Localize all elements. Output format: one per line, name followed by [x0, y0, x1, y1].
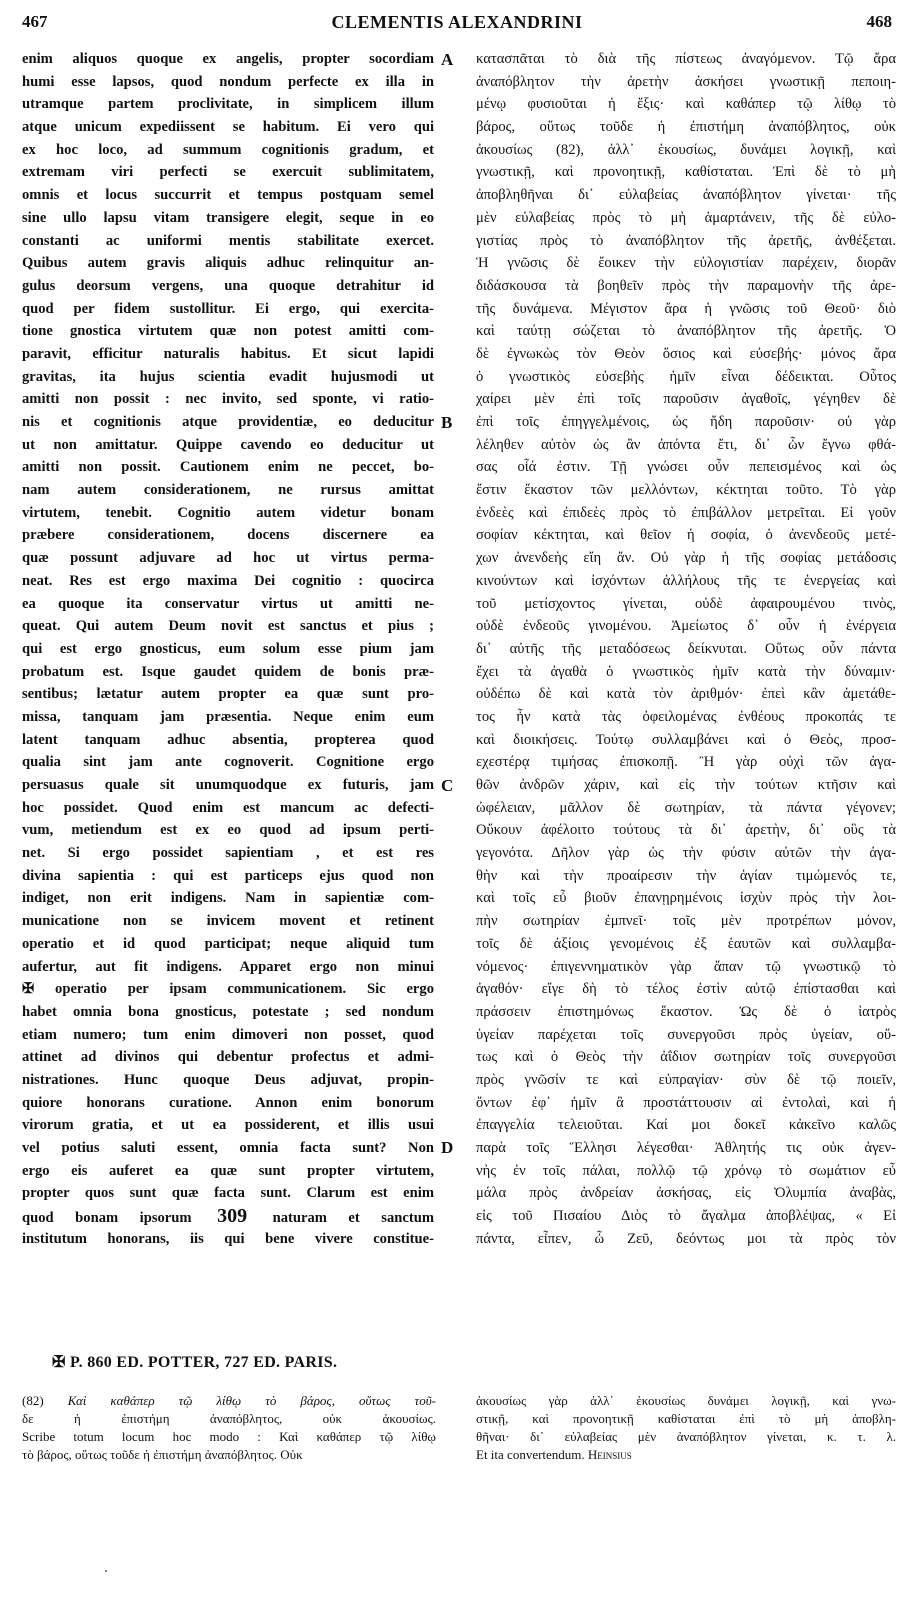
edition-note: ✠ P. 860 ED. POTTER, 727 ED. PARIS. [52, 1354, 338, 1371]
greek-text-line: γεγονότα. Δῆλον γὰρ ὡς τὴν φύσιν αὐτῶν τὴν ἀγα- [476, 845, 896, 862]
latin-text-line: operatio et id quod participat; neque aliquid tum [22, 935, 434, 952]
greek-text-line: χαίρει μὲν ἐπὶ τοῖς παροῦσιν ἀγαθοῖς, γέγηθεν δὲ [476, 391, 896, 408]
margin-letter-d: D [441, 1138, 454, 1157]
greek-text-line: Οὔκουν ἀφέλοιτο τούτους τὰ δι᾽ ἀρετὴν, δι᾽ οὓς τὰ [476, 822, 896, 839]
latin-text-line: etiam numero; tum enim dimoveri non posset, quod [22, 1026, 434, 1043]
footnote-author: Heinsius [587, 1447, 632, 1462]
greek-text-line: ὑγείαν παρέχεται τοῖς συνεργοῦσι πρὸς ὑγείαν, οὕ- [476, 1026, 896, 1043]
latin-text-line: latent tanquam adhuc absentia, propterea quod [22, 731, 434, 748]
greek-text-line: ἐνδεὲς καὶ ἐπιδεὲς πρὸς τὸ ἐπιβάλλον μετρεῖται. Εἰ γοῦν [476, 504, 896, 521]
latin-text-line: præbere considerationem, docens discernere ea [22, 527, 434, 544]
page-marker: 309 [217, 1205, 248, 1228]
latin-text-line: qualia sint jam ante cognoverit. Cognitione ergo [22, 754, 434, 771]
latin-text-line: tione gnostica virtutem quæ non potest amitti com- [22, 323, 434, 340]
footnote-right-text-line: ἀκουσίως γὰρ ἀλλ᾽ ἑκουσίως δυνάμει λογικῇ, καὶ γνω- [476, 1393, 896, 1408]
latin-text-fragment: quod bonam ipsorum [22, 1210, 192, 1227]
latin-text-line: ea quoque ita conservatur virtus ut amitti ne- [22, 595, 434, 612]
greek-text-line: γιστίας πρὸς τὸ ἀναπόβλητον τῆς ἀρετῆς, ἀνθέξεται. [476, 232, 896, 249]
latin-text-line: nam autem considerationem, ne rursus amittat [22, 482, 434, 499]
latin-text-line: institutum honorans, iis qui bene vivere constitue- [22, 1230, 434, 1247]
latin-text-line: habet omnia bona gnosticus, potestate ; sed nondum [22, 1003, 434, 1020]
margin-letter-a: A [441, 50, 454, 69]
latin-text-line: neat. Res est ergo maxima Dei cognitio : quocirca [22, 572, 434, 589]
latin-text-line: amitti non possit : nec invito, sed sponte, vi ratio- [22, 391, 434, 408]
greek-text-line: θὴν καὶ τὴν προαίρεσιν τὴν ἁγίαν τιμώμενός τε, [476, 867, 896, 884]
latin-text-line [22, 1205, 434, 1228]
greek-text-line: εἰς τοῦ Πισαίου Διὸς τὸ ἄγαλμα ἀποβλέψας, « Εἰ [476, 1208, 896, 1225]
latin-text-line: humi esse lapsos, quod nondum perfecte ex illa in [22, 73, 434, 90]
greek-text-line: καὶ διοικήσεις. Τούτῳ συλλαμβάνει καὶ ὁ Θεὸς, προσ- [476, 731, 896, 748]
latin-text-line: sentibus; lætatur autem propter ea quæ sunt pro- [22, 686, 434, 703]
latin-text-line: indiget, non erit indigens. Nam in sapientiæ com- [22, 890, 434, 907]
footnote-italic-lemma: Καὶ καθάπερ τῷ λίθῳ τὸ βάρος, οὕτως τοῦ- [67, 1393, 436, 1408]
latin-text-line: aufertur, aut fit indigens. Apparet ergo non minui [22, 958, 434, 975]
latin-text-line: attinet ad divinos qui debentur profectus et admi- [22, 1049, 434, 1066]
greek-text-line: τοῖς δὲ ἀξίοις γενομένοις ἐξ ἑαυτῶν καὶ συλλαμβα- [476, 935, 896, 952]
page-header [22, 12, 892, 42]
footnote-left-text-line: δε ἡ ἐπιστήμη ἀναπόβλητος, οὐκ ἀκουσίως. [22, 1411, 436, 1426]
latin-text-line: virorum gratia, et ut ea possiderent, et illis usui [22, 1117, 434, 1134]
greek-text-line: σοφίαν κέκτηται, καὶ θεῖον ἡ σοφία, ὁ ἀνενδεοῦς μετέ- [476, 527, 896, 544]
latin-text-line: queat. Qui autem Deum novit est sanctus et pius ; [22, 618, 434, 635]
greek-text-line: κατασπᾶται τὸ διὰ τῆς πίστεως ἀναγόμενον. Τῷ ἄρα [476, 51, 896, 67]
greek-text-line: Ἡ γνῶσις δὲ ἔοικεν τὴν εὐλογιστίαν παρέχειν, διορᾶν [476, 255, 896, 272]
greek-text-line: ὁ γνωστικὸς εὐσεβὴς ἡμῖν εἶναι δέδεικται. Οὗτος [476, 368, 896, 385]
greek-text-line: τοῦ μετίσχοντος γίνεται, οὐδὲ ἀφαιρουμένου τινὸς, [476, 595, 896, 612]
greek-text-line: ὄντων ἐφ᾽ ἡμῖν ἃ προστάττουσιν αἱ ἐντολαὶ, καὶ ἡ [476, 1094, 896, 1111]
latin-text-line: enim aliquos quoque ex angelis, propter socordiam [22, 51, 434, 67]
greek-text-line: ἀναπόβλητον τὴν ἀρετὴν ἀσκήσει γνωστικῇ πεποιη- [476, 73, 896, 90]
greek-text-line: πάντα, εἶπεν, ὦ Ζεῦ, δεόντως μοι τὰ πρὸς τὸν [476, 1230, 896, 1247]
latin-text-line: quod per fidem sustollitur. Ei ergo, qui exercita- [22, 300, 434, 317]
latin-text-line: nistrationes. Hunc quoque Deus adjuvat, propin- [22, 1071, 434, 1088]
right-page-number: 468 [866, 12, 892, 31]
greek-text-line: μένῳ φυσιοῦται ἡ ἕξις· καὶ καθάπερ τῷ λίθῳ τὸ [476, 96, 896, 113]
greek-text-line: καὶ ταύτῃ σώζεται τὸ ἀναπόβλητον τῆς ἀρετῆς. Ὁ [476, 323, 896, 340]
footnote-label: (82) [22, 1393, 44, 1408]
footnote-right [476, 1392, 896, 1464]
greek-text-line: τῆς δυνάμενα. Μέγιστον ἄρα ἡ γνῶσις τοῦ Θεοῦ· διὸ [476, 300, 896, 317]
latin-text-line: ✠ operatio per ipsam communicationem. Sic ergo [22, 981, 434, 998]
running-title: CLEMENTIS ALEXANDRINI [331, 12, 583, 32]
greek-text-line: καὶ τοῖς εὖ βιοῦν ἐπανῃρημένοις ἰσχὺν πρὸς τὴν λοι- [476, 890, 896, 907]
latin-text-line: extremam viri perfecti se exercuit sublimitatem, [22, 164, 434, 181]
greek-text-line: γνωστικῇ, καὶ προνοητικῇ, καθίσταται. Ἐπὶ δὲ τὸ μὴ [476, 164, 896, 181]
latin-text-line: amitti non possit. Cautionem enim ne peccet, bo- [22, 459, 434, 476]
greek-text-line: λέληθεν αὐτὸν ὡς ἂν ἀπόντα ἔτι, δι᾽ ὧν ἔγνω φθά- [476, 436, 896, 453]
greek-text-line: πὴν σωτηρίαν ἐμπνεῖ· τοῖς μὲν προτρέπων μόνον, [476, 913, 896, 930]
latin-column [22, 48, 434, 1250]
greek-text-line: βάρος, οὕτως τοῦδε ἡ ἐπιστήμη ἀναπόβλητος, οὐκ [476, 119, 896, 136]
greek-text-line: ἀποβληθῆναι δι᾽ εὐλαβείας ἀναπόβλητον γίνεται· τῆς [476, 187, 896, 204]
greek-text-line: νὴς ἐν τοῖς πάλαι, πολλῷ τῷ χρόνῳ τὸ σωμάτιον εὖ [476, 1162, 896, 1179]
latin-text-line: gravitas, ita hujus scientia evadit hujusmodi ut [22, 368, 434, 385]
latin-text-line: propter quos sunt quæ facta sunt. Clarum est enim [22, 1185, 434, 1202]
latin-text-line: virtutem, tenebit. Cognitio autem videtur bonam [22, 504, 434, 521]
greek-text-line: χων ἀνενδεὴς εἴη ἄν. Οὐ γὰρ ἡ τῆς σοφίας μετάδοσις [476, 550, 896, 567]
greek-text-line: δὲ ἐγνωκὼς τὸν Θεὸν ὅσιος καὶ εὐσεβής· μόνος ἄρα [476, 345, 896, 362]
latin-text-line: qui est ergo gnosticus, eum solum esse pium jam [22, 640, 434, 657]
latin-text-line: nis et cognitionis atque providentiæ, eo deducitur [22, 414, 434, 430]
margin-letter-b: B [441, 413, 453, 432]
greek-text-line: θῶν ἀνδρῶν χάριν, καὶ εἰς τὴν τούτων κτῆσιν καὶ [476, 777, 896, 793]
greek-text-line: μάλα πρὸς ἀνδρείαν ἀσκήσας, εἰς Ὀλυμπία ἀναβὰς, [476, 1185, 896, 1202]
greek-text-line: πρὸς γνῶσίν τε καὶ εὐπραγίαν· σὺν δὲ τῷ ποιεῖν, [476, 1071, 896, 1088]
stray-mark [105, 1570, 107, 1572]
greek-text-line: οὐδὲ ἐνδεοῦς γινομένου. Ἀμείωτος δ᾽ οὖν ἡ ἐνέργεια [476, 618, 896, 635]
footnote-right-text-line: θῆναι· δι᾽ εὐλαβείας μὲν ἀναπόβλητον γίνεται, κ. τ. λ. [476, 1429, 896, 1444]
greek-text-line: νόμενος· ἐπιγεννηματικὸν γὰρ ἅπαν τῷ γνωστικῷ τὸ [476, 958, 896, 975]
latin-text-line: vel potius saluti essent, omnia facta sunt? Non [22, 1140, 434, 1156]
greek-text-line: ὠφέλειαν, μᾶλλον δὲ σωτηρίαν, τὰ πάντα γέγονεν; [476, 799, 896, 816]
greek-text-line: ἔστιν ἕκαστον τῶν μελλόντων, κέκτηται τοῦτο. Τὸ γὰρ [476, 482, 896, 499]
greek-text-line: σας οἷά ἐστιν. Τῇ γνώσει οὖν πεπεισμένος καὶ ὡς [476, 459, 896, 476]
latin-text-fragment: naturam et sanctum [272, 1210, 434, 1227]
latin-text-line: ut non amittatur. Quippe cavendo eo deducitur ut [22, 436, 434, 453]
latin-text-line: municatione non se invicem movent et retinent [22, 913, 434, 930]
greek-text-line: δι᾽ αὐτῆς τῆς μεταδόσεως δείκνυται. Οὕτως οὖν πάντα [476, 640, 896, 657]
latin-text-line: ex hoc loco, ad summum cognitionis gradum, et [22, 141, 434, 158]
greek-text-line: τος ἦν κατὰ τὰς ὀφειλομένας ἐνθέους προκοπάς τε [476, 708, 896, 725]
latin-text-line: quæ possunt adjuvare ad hoc ut virtus perma- [22, 550, 434, 567]
greek-text-line: ἐπαγγελία τελειοῦται. Καί μοι δοκεῖ κἀκεῖνο καλῶς [476, 1117, 896, 1134]
latin-text-line: hoc possidet. Quod enim est mancum ac defecti- [22, 799, 434, 816]
latin-text-line: constanti ac uniformi mentis stabilitate exercet. [22, 232, 434, 249]
latin-text-line: utramque partem proclivitate, in simplicem illum [22, 96, 434, 113]
footnote-left-text-line: Scribe totum locum hoc modo : Καὶ καθάπερ τῷ λίθῳ [22, 1429, 436, 1444]
left-page-number: 467 [22, 12, 48, 31]
greek-text-line: παρὰ τοῖς Ἕλλησι λέγεσθαι· Ἀθλητής τις οὐκ ἀγεν- [476, 1140, 896, 1156]
margin-letter-c: C [441, 776, 454, 795]
footnote-left-text-line: τὸ βάρος, οὕτως τοῦδε ἡ ἐπιστήμη ἀναπόβλητος. Οὐκ [22, 1447, 303, 1462]
latin-text-line: omnis et locus succurrit et tempus postquam semel [22, 187, 434, 204]
latin-text-line: paravit, efficitur naturalis habitus. Et sicut lapidi [22, 345, 434, 362]
greek-text-line: οὐδέπω δὲ καὶ κατὰ τὸν ἀριθμόν· ἐπεὶ κἂν ἀμετάθε- [476, 686, 896, 703]
greek-text-line: διδάσκουσα τὰ βοηθεῖν πρὸς τὴν παραμονὴν τῆς ἀρε- [476, 277, 896, 294]
greek-text-line: ἐπὶ τοῖς ἐπηγγελμένοις, ὡς ἤδη παροῦσιν· οὐ γὰρ [476, 414, 896, 430]
greek-text-line: πράσσειν ἐπιστημόνως ἕκαστον. Ὡς δὲ ὁ ἰατρὸς [476, 1003, 896, 1020]
latin-text-line: persuasus quale sit unumquodque ex futuris, jam [22, 777, 434, 793]
latin-text-line: missa, tanquam jam præsentia. Neque enim eum [22, 708, 434, 725]
greek-text-line: ἀκουσίως (82), ἀλλ᾽ ἑκουσίως, δυνάμει λογικῇ, καὶ [476, 141, 896, 158]
footnote-left [22, 1392, 436, 1464]
greek-text-line: κινούντων καὶ ἰσχόντων ἀλλήλους τῆς τε ἐνεργείας καὶ [476, 572, 896, 589]
latin-text-line: atque unicum expediissent se habitum. Ei vero qui [22, 119, 434, 136]
footnote-closing-text: Et ita convertendum. [476, 1447, 585, 1462]
latin-text-line: probatum est. Isque gaudet quidem de bonis præ- [22, 663, 434, 680]
footnote-right-text-line: στικῇ, καὶ προνοητικῇ καθίσταται ἐπὶ τὸ μὴ ἀποβλη- [476, 1411, 896, 1426]
latin-text-line: net. Si ergo possidet sapientiam , et est res [22, 845, 434, 862]
greek-text-line: ἀγαθόν· εἴγε δὴ τὸ τέλος ἐστὶν αὐτῷ ἐπίστασθαι καὶ [476, 981, 896, 998]
latin-text-line: divina sapientia : qui est particeps ejus quod non [22, 867, 434, 884]
greek-column [476, 48, 896, 1250]
latin-text-line: gulus deorsum vergens, una quoque detrahitur id [22, 277, 434, 294]
greek-text-line: μὲν εὐλαβείας πρὸς τὸ μὴ ἁμαρτάνειν, τῆς δὲ εὐλο- [476, 209, 896, 226]
latin-text-line: ergo eis auferet ea quæ sunt propter virtutem, [22, 1162, 434, 1179]
latin-text-line: vum, metiendum est ex eo quod ad ipsum perti- [22, 822, 434, 839]
greek-text-line: ἔχει τὰ ἀγαθὰ ὁ γνωστικὸς ἡμῖν κατὰ τὴν δύναμιν· [476, 663, 896, 680]
latin-text-line: quiore honorans curatione. Annon enim bonorum [22, 1094, 434, 1111]
greek-text-line: εχεστέρᾳ τιμήσας ἐπισκοπῇ. Ἢ γὰρ οὐχὶ τῶν ἀγα- [476, 754, 896, 771]
latin-text-line: sine ullo lapsu vitam transigere elegit, seque in eo [22, 209, 434, 226]
greek-text-line: τως καὶ ὁ Θεὸς τὴν ἀΐδιον σωτηρίαν τοῖς συνεργοῦσι [476, 1049, 896, 1066]
latin-text-line: Quibus autem gravis aliquis adhuc relinquitur an- [22, 255, 434, 272]
